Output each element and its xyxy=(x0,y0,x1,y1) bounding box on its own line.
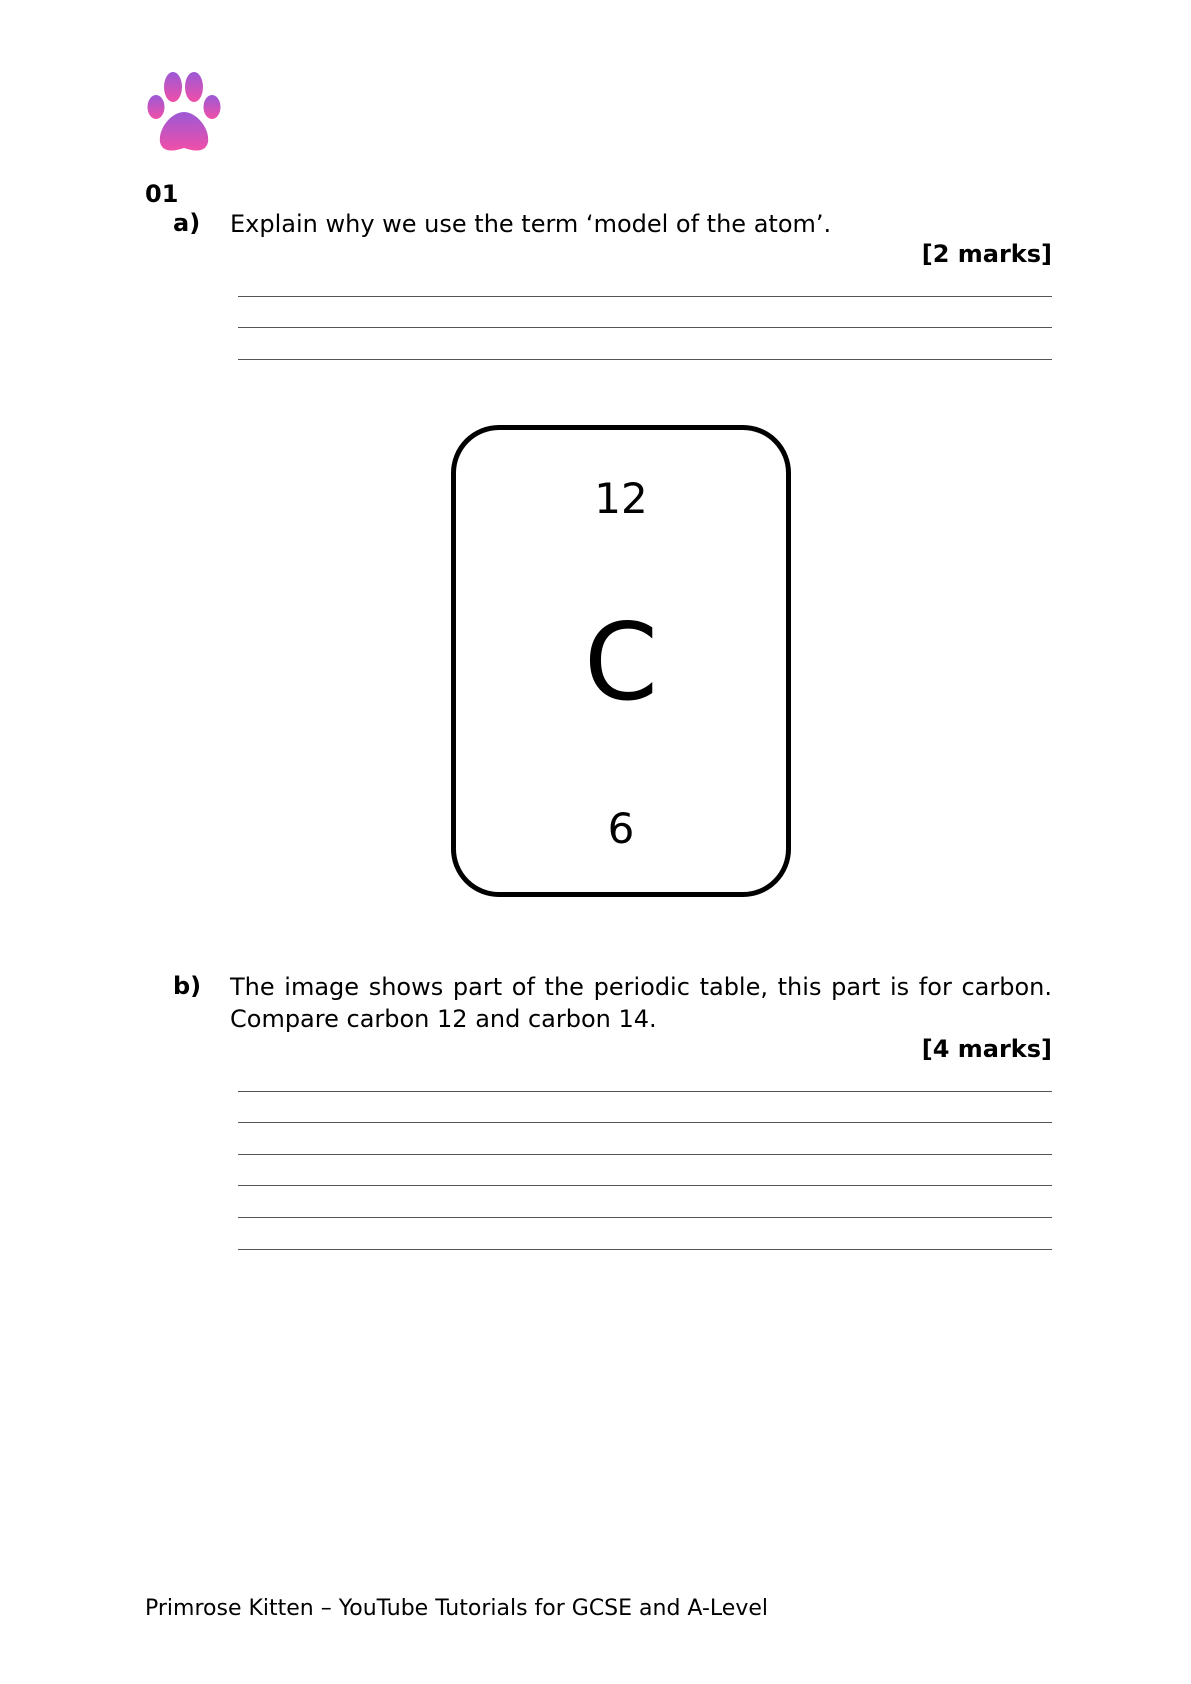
part-b-label: b) xyxy=(173,972,202,1000)
element-symbol: C xyxy=(583,601,658,724)
part-b-marks: [4 marks] xyxy=(921,1035,1052,1063)
answer-line[interactable] xyxy=(238,265,1052,297)
answer-line[interactable] xyxy=(238,1186,1052,1218)
atomic-number: 6 xyxy=(607,804,635,853)
part-a-label: a) xyxy=(173,209,201,237)
periodic-table-element-card xyxy=(451,425,791,897)
answer-line[interactable] xyxy=(238,1092,1052,1124)
part-a-question: Explain why we use the term ‘model of the atom’. xyxy=(230,210,832,238)
question-number: 01 xyxy=(145,180,179,208)
answer-line[interactable] xyxy=(238,1060,1052,1092)
part-b-question: The image shows part of the periodic table, this part is for carbon. Compare carbon 12 and carbon 14. xyxy=(230,973,1052,1033)
mass-number: 12 xyxy=(594,474,648,523)
paw-print-icon xyxy=(146,70,224,154)
page-footer: Primrose Kitten – YouTube Tutorials for GCSE and A-Level xyxy=(145,1596,768,1621)
part-b-answer-lines[interactable] xyxy=(238,1060,1052,1250)
part-a-marks: [2 marks] xyxy=(921,240,1052,268)
answer-line[interactable] xyxy=(238,1218,1052,1250)
answer-line[interactable] xyxy=(238,1123,1052,1155)
part-a-answer-lines[interactable] xyxy=(238,265,1052,360)
answer-line[interactable] xyxy=(238,1155,1052,1187)
answer-line[interactable] xyxy=(238,328,1052,360)
answer-line[interactable] xyxy=(238,297,1052,329)
